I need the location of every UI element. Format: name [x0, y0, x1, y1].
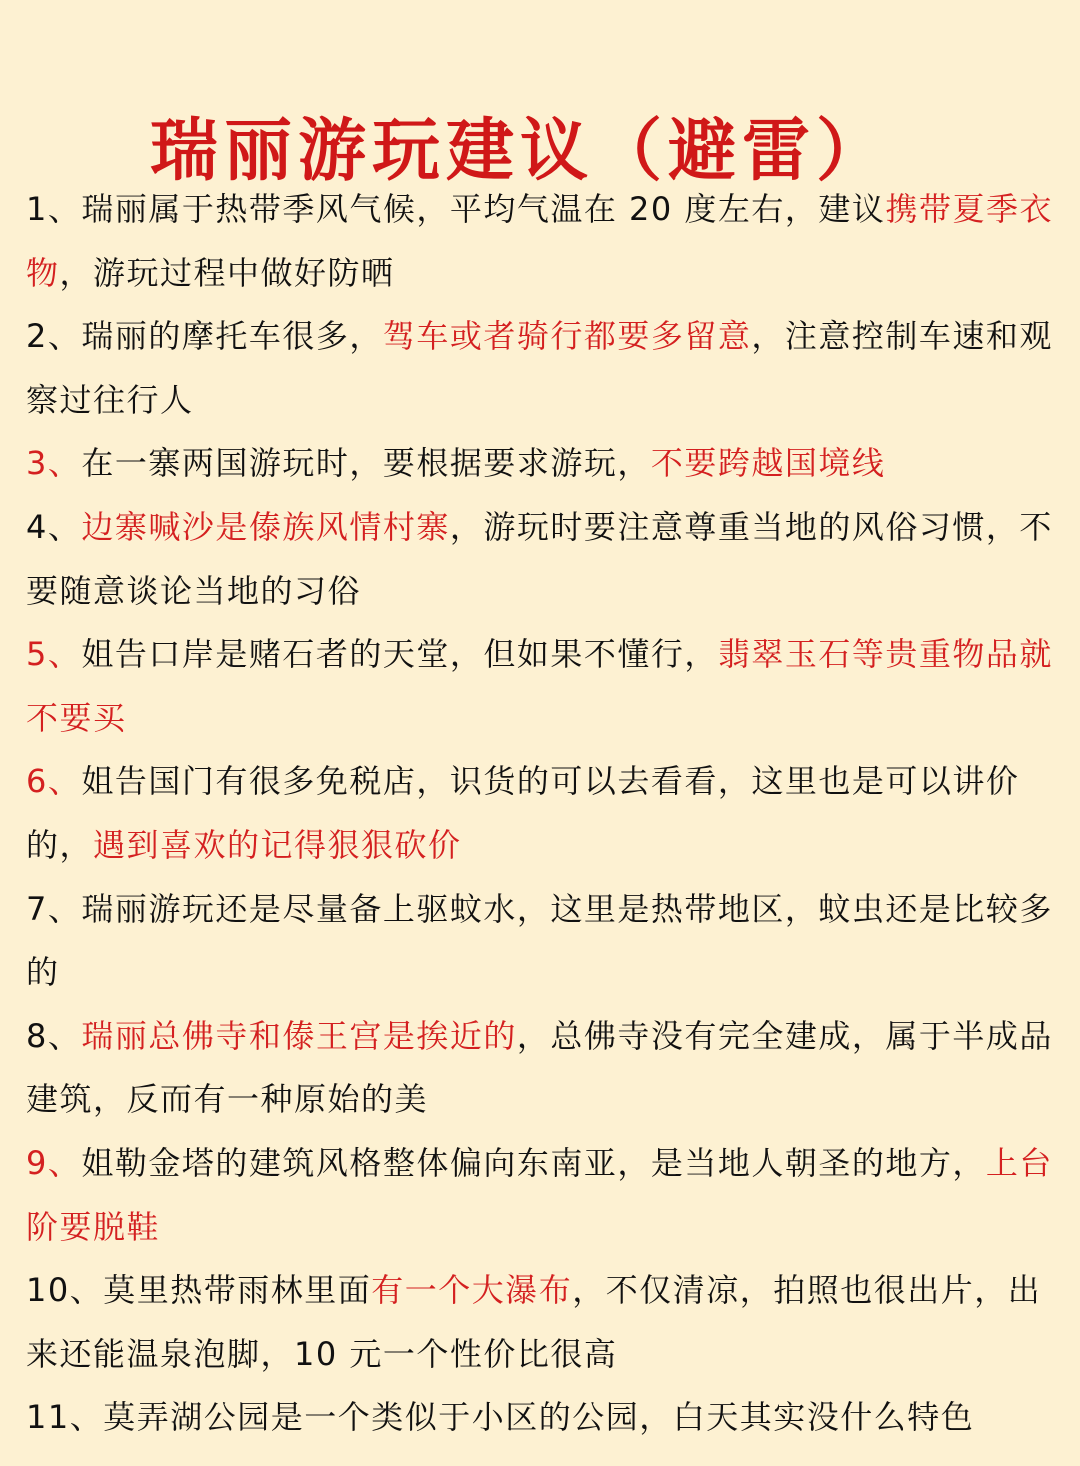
tip-item [26, 623, 1060, 750]
tip-highlight-text: 驾车或者骑行都要多留意 [382, 317, 752, 356]
tip-highlight-text: 携带夏季衣物 [26, 190, 1053, 292]
tip-item [26, 878, 1060, 1005]
page-title: 瑞丽游玩建议（避雷） [149, 111, 890, 191]
tip-text: 4、 [26, 507, 82, 546]
tip-highlight-text: 6、 [26, 762, 82, 801]
tip-highlight-text: 遇到喜欢的记得狠狠砍价 [93, 825, 462, 864]
tip-text: 7、瑞丽游玩还是尽量备上驱蚊水，这里是热带地区，蚊虫还是比较多的 [26, 889, 1053, 992]
tip-text: 姐告口岸是赌石者的天堂，但如果不懂行， [81, 635, 718, 674]
tip-text: 在一寨两国游玩时，要根据要求游玩， [81, 444, 651, 483]
tip-text: 1、瑞丽属于热带季风气候，平均气温在 20 度左右，建议 [26, 190, 886, 228]
tip-text: 姐告国门有很多免税店，识货的可以去看看，这里也是可以讲价的， [26, 762, 1020, 864]
tip-highlight-text: 瑞丽总佛寺和傣王宫是挨近的 [81, 1016, 517, 1055]
tip-text: ，游玩过程中做好防晒 [59, 253, 395, 292]
tip-item [26, 496, 1060, 623]
tip-text: ，不仅清凉，拍照也很出片，出来还能温泉泡脚，10 元一个性价比很高 [26, 1271, 1042, 1373]
tip-text: ，游玩时要注意尊重当地的风俗习惯，不要随意谈论当地的习俗 [26, 507, 1053, 610]
tip-text: 10、莫里热带雨林里面 [26, 1271, 372, 1310]
tip-highlight-text: 边寨喊沙是傣族风情村寨 [81, 507, 450, 546]
tip-highlight-text: 有一个大瀑布 [371, 1271, 573, 1310]
tip-text: 11、莫弄湖公园是一个类似于小区的公园，白天其实没什么特色 [26, 1398, 975, 1437]
tip-item [26, 1259, 1060, 1386]
tip-text: ，注意控制车速和观察过往行人 [26, 317, 1053, 419]
tip-highlight-text: 上台阶要脱鞋 [26, 1143, 1053, 1246]
tip-item [26, 432, 1060, 496]
tip-text: ，总佛寺没有完全建成，属于半成品建筑，反而有一种原始的美 [26, 1016, 1053, 1119]
tip-item [26, 1386, 1060, 1450]
tip-highlight-text: 5、 [26, 635, 82, 674]
tip-text: 8、 [26, 1016, 82, 1055]
tip-text: 2、瑞丽的摩托车很多， [26, 317, 383, 356]
tip-highlight-text: 翡翠玉石等贵重物品就不要买 [26, 635, 1053, 737]
tip-item [26, 1132, 1060, 1259]
tip-item [26, 305, 1060, 432]
tips-list [26, 178, 1060, 1450]
tip-highlight-text: 3、 [26, 444, 82, 483]
tip-item [26, 178, 1060, 305]
tip-highlight-text: 9、 [26, 1143, 82, 1182]
tip-item [26, 750, 1060, 877]
tip-text: 姐勒金塔的建筑风格整体偏向东南亚，是当地人朝圣的地方， [81, 1143, 986, 1182]
tip-highlight-text: 不要跨越国境线 [650, 444, 886, 483]
tip-item [26, 1005, 1060, 1132]
